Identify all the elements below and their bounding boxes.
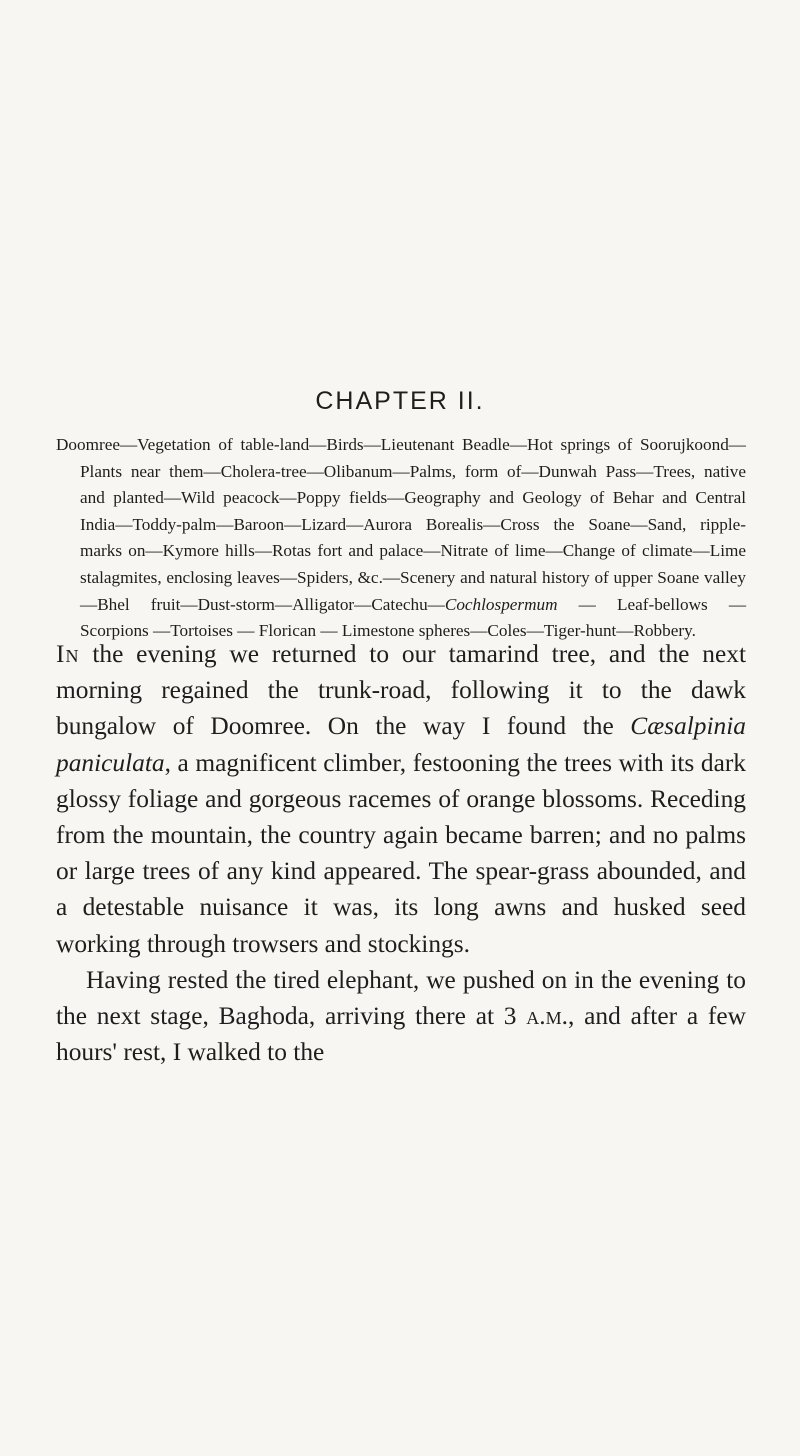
paragraph-1-text-a: the evening we returned to our tamarind tree, and the next morning regained the trunk-road, following it to the dawk bungalow of Doomree. On the way I found the <box>56 640 746 741</box>
species-name: Cæsalpinia paniculata <box>56 712 746 777</box>
synopsis-italic-term: Cochlospermum <box>444 594 558 614</box>
paragraph-lead-word: In <box>56 640 80 668</box>
paragraph-1-text-b: , a magnificent climber, festooning the trees with its dark glossy foliage and gorgeous racemes of orange blossoms. Receding from the mountain, the country again became barren; and no palms or large trees of any kind appeared. The spear-grass abounded, and a detestable nuisance it was, its long awns and husked seed working through trowsers and stockings. <box>56 748 746 958</box>
synopsis-text-2: — Leaf-bellows — Scorpions —Tortoises — Florican — Limestone spheres—Coles—Tiger-hunt—Robbery. <box>80 594 747 641</box>
paragraph-1 <box>56 636 746 962</box>
chapter-synopsis <box>56 432 746 645</box>
time-abbreviation: a.m. <box>526 1002 568 1031</box>
paragraph-2-text-a: Having rested the tired elephant, we pushed on in the evening to the next stage, Baghoda, arriving there at 3 <box>56 965 746 1031</box>
chapter-title: CHAPTER II. <box>315 387 485 415</box>
paragraph-2-text-b: , and after a few hours' rest, I walked to the <box>56 1002 746 1067</box>
paragraph-2 <box>56 962 746 1071</box>
body-text <box>56 636 746 1070</box>
synopsis-text-1: Doomree—Vegetation of table-land—Birds—Lieutenant Beadle—Hot springs of Soorujkoond—Plants near them—Cholera-tree—Olibanum—Palms, form of—Dunwah Pass—Trees, native and planted—Wild peacock—Poppy fields—Geography and Geology of Behar and Central India—Toddy-palm—Baroon—Lizard—Aurora Borealis—Cross the Soane—Sand, ripple-marks on—Kymore hills—Rotas fort and palace—Nitrate of lime—Change of climate—Lime stalagmites, enclosing leaves—Spiders, &c.—Scenery and natural history of upper Soane valley—Bhel fruit—Dust-storm—Alligator—Catechu— <box>56 435 746 614</box>
